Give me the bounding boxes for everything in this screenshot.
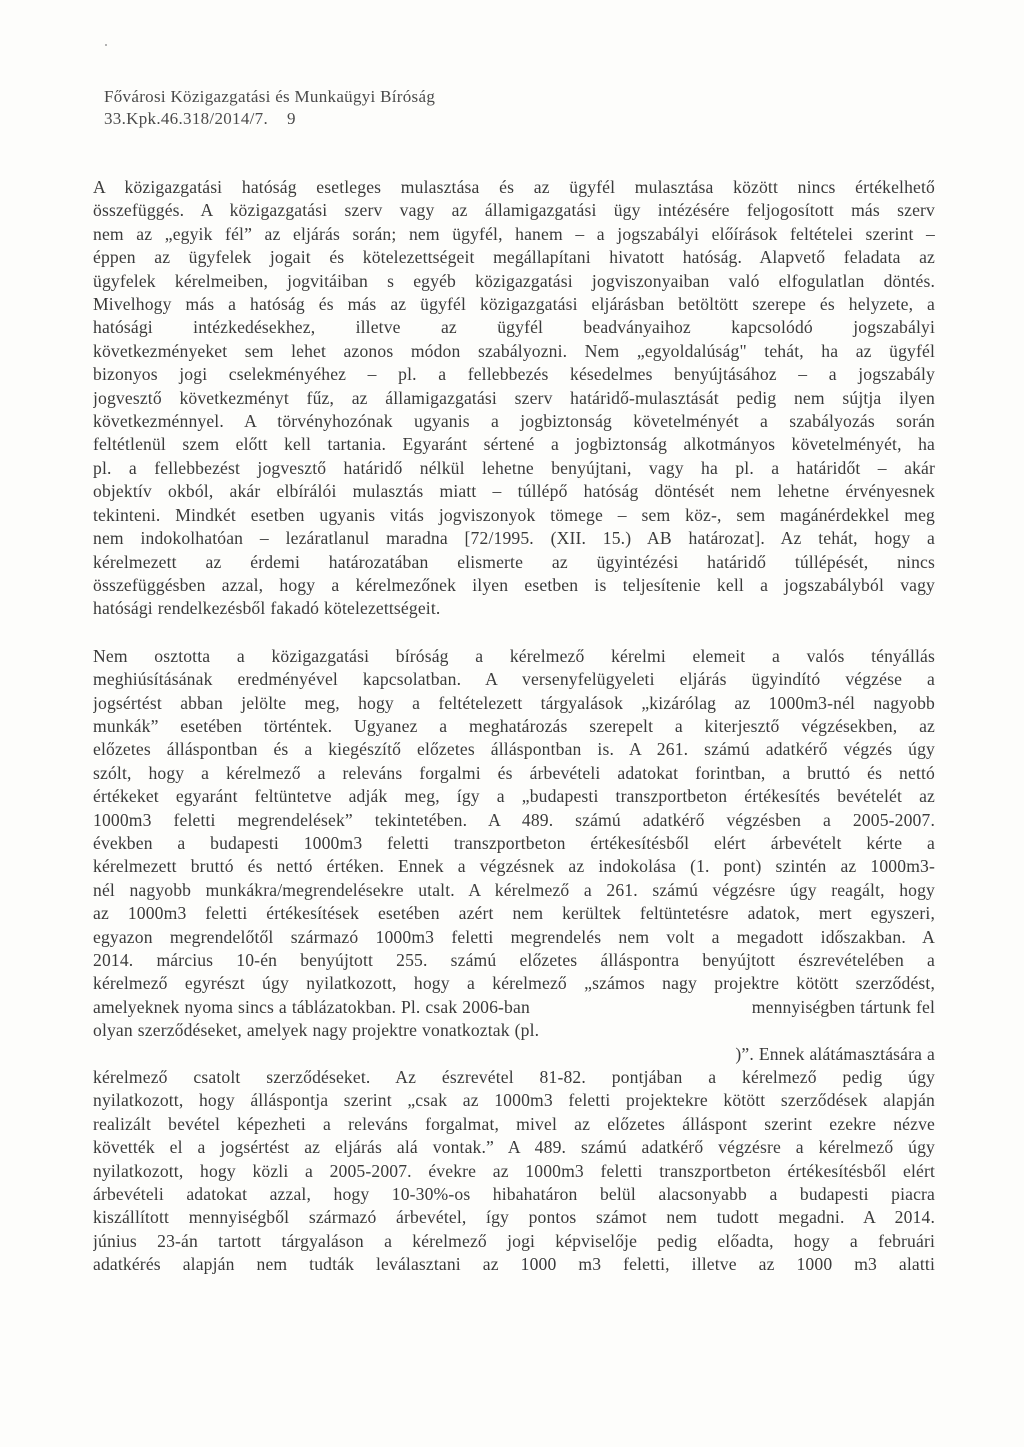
text-line: értékeket egyaránt feltüntetve adják meg, így a „budapesti transzportbeton értékesítés bevételét az (93, 786, 935, 807)
document-header (104, 86, 435, 130)
text-line: következménnyel. A törvényhozónak ugyanis a jogbiztonság követelményét a szabályozás során (93, 411, 935, 432)
text-fragment: mennyiségben tártunk fel (751, 996, 935, 1017)
paragraph-1 (93, 176, 935, 621)
text-line: előzetes álláspontban és a kiegészítő előzetes álláspontban is. A 261. számú adatkérő végzés úgy (93, 739, 935, 760)
text-line: június 23-án tartott tárgyaláson a kérelmező jogi képviselője pedig előadta, hogy a februári (93, 1230, 935, 1251)
text-line: amelyeknek nyoma sincs a táblázatokban. Pl. csak 2006-ban (93, 996, 530, 1017)
court-name: Fővárosi Közigazgatási és Munkaügyi Bíróság (104, 87, 436, 106)
text-line: tekinteni. Mindkét esetben ugyanis vitás jogviszonyok tömege – sem köz-, sem magánérdekkel meg (93, 504, 935, 525)
text-line: realizált bevétel képezheti a releváns forgalmat, mivel az előzetes álláspont szerint ezekre nézve (93, 1113, 935, 1134)
text-line: nem az „egyik fél” az eljárás során; nem ügyfél, hanem – a jogszabályi előírások feltételei szerint – (93, 223, 935, 244)
text-line: jogvesztő következményt fűz, az államigazgatási szerv határidő-mulasztását pedig nem sújtja ilyen (93, 387, 935, 408)
text-line: egyazon megrendelőtől származó 1000m3 feletti megrendelés nem volt a megadott időszakban. A (93, 926, 935, 947)
case-number: 33.Kpk.46.318/2014/7. (104, 109, 269, 128)
paragraph-gap (93, 621, 935, 645)
text-line: bizonyos jogi cselekményéhez – pl. a fellebbezés késedelmes benyújtásához – a jogszabály (93, 364, 935, 385)
text-line: objektív okból, akár elbírálói mulasztás miatt – túllépő hatóság döntését nem lehetne érvényesnek (93, 481, 935, 502)
text-line: ügyfelek kérelmeiben, jogvitáiban s egyéb közigazgatási jogviszonyaiban való elfogulatlan döntés. (93, 270, 935, 291)
page-number: 9 (287, 109, 296, 128)
text-line-split (93, 996, 935, 1019)
text-line: Mivelhogy más a hatóság és más az ügyfél közigazgatási eljárásban betöltött szerepe és helyzete, a (93, 294, 935, 315)
text-line: jogsértést abban jelölte meg, hogy a feltételezett tárgyalások „kizárólag az 1000m3-nél nagyobb (93, 692, 935, 713)
text-line: )”. Ennek alátámasztására a (735, 1043, 935, 1064)
text-line: következményeket sem lehet azonos módon szabályozni. Nem „egyoldalúság" tehát, ha az ügyfél (93, 340, 935, 361)
text-line: összefüggésben azzal, hogy a kérelmezőnek ilyen esetben is teljesítenie kell a jogszabályból vagy (93, 574, 935, 595)
text-line: meghiúsításának eredményével kapcsolatban. A versenyfelügyeleti eljárás ügyindító végzése a (93, 669, 935, 690)
text-line: olyan szerződéseket, amelyek nagy projektre vonatkoztak (pl. (93, 1020, 540, 1041)
text-line: kérelmezett bruttó és nettó értéken. Ennek a végzésnek az indokolása (1. pont) szintén az 1000m3- (93, 856, 935, 877)
text-line: adatkérés alapján nem tudták leválasztani az 1000 m3 feletti, illetve az 1000 m3 alatti (93, 1254, 935, 1275)
text-line: követték el a jogsértést az eljárás alá vontak.” A 489. számú adatkérő végzésre a kérelmező úgy (93, 1137, 935, 1158)
text-line: hatósági intézkedésekhez, illetve az ügyfél beadványaihoz kapcsolódó jogszabályi (93, 317, 935, 338)
text-line: munkák” esetében történtek. Ugyanez a meghatározás szerepelt a kiterjesztő végzésekben, az (93, 715, 935, 736)
text-line: feltétlenül szem előtt kell tartania. Egyaránt sértené a jogbiztonság alkotmányos követelményét, ha (93, 434, 935, 455)
text-line: szólt, hogy a kérelmező a releváns forgalmi és árbevételi adatokat forintban, a bruttó és nettó (93, 762, 935, 783)
text-line: az 1000m3 feletti értékesítések esetében azért nem kerültek feltüntetésre adatok, mert egyszeri, (93, 903, 935, 924)
text-line: kérelmező egyrészt úgy nyilatkozott, hogy a kérelmező „számos nagy projektre kötött szerződést, (93, 973, 935, 994)
text-line: években a budapesti 1000m3 feletti transzportbeton értékesítésből elért árbevételt kérte a (93, 832, 935, 853)
text-line: összefüggés. A közigazgatási szerv vagy az államigazgatási ügy intézésére feljogosított más szerv (93, 200, 935, 221)
text-line: A közigazgatási hatóság esetleges mulasztása és az ügyfél mulasztása között nincs értékelhető (93, 177, 935, 197)
text-line: árbevételi adatokat azzal, hogy 10-30%-os hibahatáron belül alacsonyabb a budapesti piacra (93, 1184, 935, 1205)
text-line: kérelmezett az érdemi határozatában elismerte az ügyintézési határidő túllépését, nincs (93, 551, 935, 572)
text-line: 2014. március 10-én benyújtott 255. számú előzetes álláspontra benyújtott észrevételében a (93, 950, 935, 970)
text-line: Nem osztotta a közigazgatási bíróság a kérelmező kérelmi elemeit a valós tényállás (93, 645, 935, 666)
text-line: nem indokolhatóan – lezáratlanul maradna [72/1995. (XII. 15.) AB határozat]. Az tehát, hogy a (93, 528, 935, 549)
text-line: hatósági rendelkezésből fakadó kötelezettségeit. (93, 598, 441, 619)
text-line: pl. a fellebbezést jogvesztő határidő nélkül lehetne benyújtani, vagy ha pl. a határidőt – akár (93, 457, 935, 478)
text-line: kiszállított mennyiségből származó árbevétel, így pontos számot nem tudott megadni. A 2014. (93, 1207, 935, 1228)
text-line: nyilatkozott, hogy álláspontja szerint „csak az 1000m3 feletti projektekre kötött szerződések alapján (93, 1090, 935, 1111)
text-line: nyilatkozott, hogy közli a 2005-2007. évekre az 1000m3 feletti transzportbeton értékesítésből elért (93, 1160, 935, 1181)
text-line: éppen az ügyfelek jogait és kötelezettségeit megállapítani hivatott hatóság. Alapvető feladata az (93, 247, 935, 268)
body-text (93, 176, 935, 1277)
text-line: nél nagyobb munkákra/megrendelésekre utalt. A kérelmező a 261. számú végzésre úgy reagált, hogy (93, 879, 935, 900)
scan-speck (105, 44, 107, 46)
text-line: 1000m3 feletti megrendelések” tekintetében. A 489. számú adatkérő végzésben a 2005-2007. (93, 809, 935, 830)
text-line: kérelmező csatolt szerződéseket. Az észrevétel 81-82. pontjában a kérelmező pedig úgy (93, 1067, 935, 1088)
paragraph-2 (93, 645, 935, 1277)
